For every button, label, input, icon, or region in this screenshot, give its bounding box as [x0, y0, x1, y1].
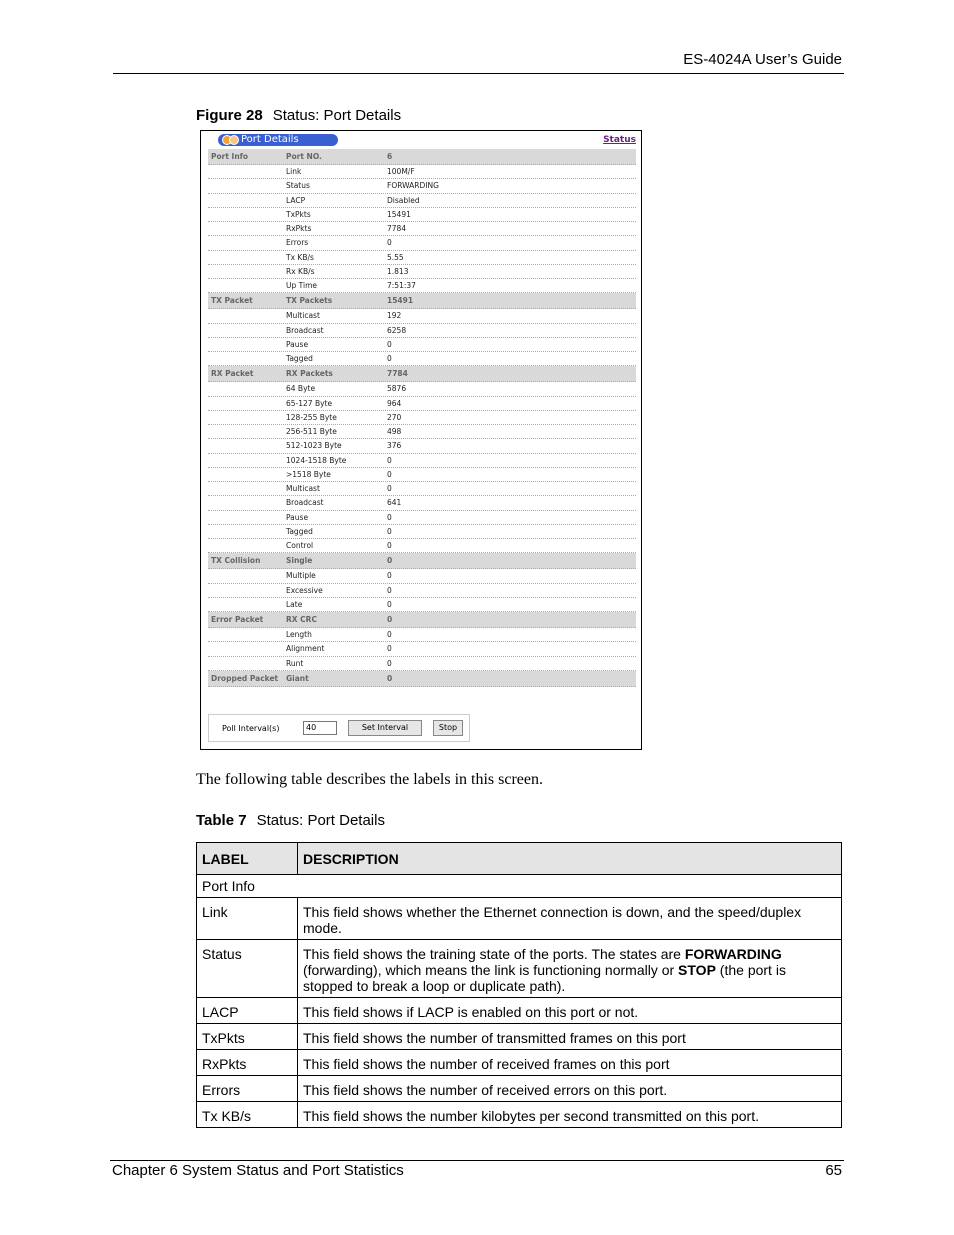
stat-label: Rx KB/s — [286, 266, 315, 276]
stat-label: Giant — [286, 673, 309, 683]
stat-label: Errors — [286, 238, 309, 248]
stop-button[interactable]: Stop — [433, 720, 463, 736]
stat-value: 1.813 — [387, 266, 409, 276]
stat-label: Alignment — [286, 644, 325, 654]
figure-caption — [196, 107, 401, 124]
stat-label: Multicast — [286, 484, 320, 493]
stat-row — [208, 279, 636, 293]
table-caption — [196, 812, 385, 829]
stat-row — [208, 671, 636, 687]
stat-row — [208, 293, 636, 309]
row-description: This field shows if LACP is enabled on this port or not. — [298, 998, 842, 1024]
stat-label: 1024-1518 Byte — [286, 455, 347, 465]
stat-value: 15491 — [387, 296, 414, 306]
poll-interval-panel — [208, 714, 470, 742]
stat-value: Disabled — [387, 195, 420, 205]
stat-value: 0 — [387, 469, 392, 479]
stat-row — [208, 165, 636, 179]
stat-group-label: Error Packet — [211, 615, 264, 624]
stat-row — [208, 482, 636, 496]
stat-value: 0 — [387, 512, 392, 522]
stat-group-label: Port Info — [211, 152, 249, 161]
stat-value: 270 — [387, 412, 402, 422]
stat-value: 376 — [387, 441, 402, 451]
stat-value: 0 — [387, 644, 392, 654]
stat-value: 6258 — [387, 325, 407, 335]
stat-row — [208, 454, 636, 468]
stat-row — [208, 265, 636, 279]
stat-label: RX CRC — [286, 615, 317, 624]
table-row — [197, 1076, 842, 1102]
stat-label: Late — [286, 599, 303, 609]
poll-interval-label: Poll Interval(s) — [222, 724, 280, 733]
stat-label: >1518 Byte — [286, 469, 331, 479]
stat-row — [208, 496, 636, 510]
footer-rule — [110, 1160, 844, 1161]
stat-row — [208, 525, 636, 539]
stat-value: 0 — [387, 571, 392, 581]
stat-value: 15491 — [387, 209, 411, 219]
stat-label: 256-511 Byte — [286, 427, 337, 436]
stat-row — [208, 236, 636, 250]
stat-label: Up Time — [286, 281, 317, 290]
stat-label: Single — [286, 556, 313, 566]
stat-row — [208, 598, 636, 612]
stat-label: 65-127 Byte — [286, 398, 333, 408]
stat-label: Tx KB/s — [286, 252, 314, 262]
table-header-row — [197, 843, 842, 875]
figure-label: Figure 28 — [196, 107, 263, 124]
stat-value: FORWARDING — [387, 181, 439, 191]
table-row — [197, 998, 842, 1024]
row-description: This field shows the number kilobytes per second transmitted on this port. — [298, 1102, 842, 1128]
stat-row — [208, 539, 636, 553]
footer-chapter: Chapter 6 System Status and Port Statistics — [112, 1162, 404, 1179]
stat-label: 128-255 Byte — [286, 412, 337, 422]
stat-row — [208, 208, 636, 222]
stat-label: TxPkts — [286, 209, 311, 219]
stat-value: 0 — [387, 526, 392, 536]
stat-group-label: TX Collision — [211, 556, 261, 566]
stat-row — [208, 569, 636, 583]
stat-row — [208, 324, 636, 338]
table-title: Status: Port Details — [256, 812, 385, 829]
section-port-info: Port Info — [197, 875, 842, 898]
stat-value: 0 — [387, 339, 392, 349]
stat-row — [208, 468, 636, 482]
stat-group-label: RX Packet — [211, 369, 254, 379]
stat-value: 100M/F — [387, 167, 415, 176]
stat-label: Multicast — [286, 311, 320, 321]
stat-row — [208, 352, 636, 366]
row-label: TxPkts — [197, 1024, 298, 1050]
row-label: LACP — [197, 998, 298, 1024]
stat-row — [208, 382, 636, 396]
stat-row — [208, 642, 636, 656]
stat-row — [208, 584, 636, 598]
figure-title: Status: Port Details — [272, 107, 402, 124]
label-column-header: LABEL — [197, 843, 298, 875]
stat-label: Broadcast — [286, 498, 324, 508]
stat-row — [208, 612, 636, 628]
status-desc-part: (the port is stopped to break a loop or duplicate path). — [303, 962, 786, 994]
stat-value: 192 — [387, 311, 402, 321]
row-description — [298, 940, 842, 998]
stat-label: Multiple — [286, 571, 316, 581]
stat-label: RX Packets — [286, 369, 333, 379]
screen-title-bar — [218, 134, 338, 146]
row-label: RxPkts — [197, 1050, 298, 1076]
status-stop-term: STOP — [678, 962, 716, 978]
stat-row — [208, 309, 636, 323]
stat-label: Length — [286, 630, 312, 639]
status-desc-part: This field shows the training state of the ports. The states are — [303, 946, 685, 962]
stat-row — [208, 149, 636, 165]
stat-value: 0 — [387, 585, 392, 595]
screen-title: Port Details — [241, 134, 299, 145]
stat-label: Link — [286, 167, 302, 176]
stat-value: 0 — [387, 354, 392, 363]
table-section-row — [197, 875, 842, 898]
stat-row — [208, 628, 636, 642]
stat-value: 5.55 — [387, 252, 404, 262]
row-label: Errors — [197, 1076, 298, 1102]
stat-value: 0 — [387, 599, 392, 609]
orb-icon-secondary — [229, 135, 239, 145]
description-column-header: DESCRIPTION — [298, 843, 842, 875]
stat-label: Runt — [286, 658, 304, 668]
stat-row — [208, 338, 636, 352]
stat-label: Tagged — [286, 354, 313, 363]
poll-interval-input[interactable]: 40 — [303, 721, 337, 735]
intro-paragraph: The following table describes the labels in this screen. — [196, 771, 544, 788]
row-label: Status — [197, 940, 298, 998]
stat-row — [208, 222, 636, 236]
description-table — [196, 842, 842, 1128]
stat-value: 7784 — [387, 369, 408, 379]
footer-page-number: 65 — [825, 1162, 842, 1179]
table-row — [197, 1024, 842, 1050]
stat-row — [208, 657, 636, 671]
stat-label: 512-1023 Byte — [286, 441, 342, 451]
row-description: This field shows the number of received errors on this port. — [298, 1076, 842, 1102]
stat-row — [208, 411, 636, 425]
header-rule — [113, 73, 844, 74]
row-label: Link — [197, 898, 298, 940]
stat-row — [208, 251, 636, 265]
stat-row — [208, 553, 636, 569]
status-link[interactable]: Status — [603, 135, 636, 145]
port-details-grid — [208, 149, 636, 687]
stat-row — [208, 179, 636, 193]
stat-value: 7784 — [387, 224, 407, 233]
stat-value: 5876 — [387, 384, 407, 394]
stat-group-label: Dropped Packet — [211, 673, 279, 683]
stat-label: TX Packets — [286, 296, 333, 306]
stat-group-label: TX Packet — [211, 296, 253, 306]
table-row — [197, 1050, 842, 1076]
stat-row — [208, 511, 636, 525]
stat-value: 6 — [387, 152, 393, 161]
stat-row — [208, 439, 636, 453]
stat-value: 964 — [387, 398, 402, 408]
stat-label: Pause — [286, 512, 309, 522]
row-description: This field shows the number of received frames on this port — [298, 1050, 842, 1076]
stat-value: 7:51:37 — [387, 281, 416, 290]
guide-title: ES-4024A User’s Guide — [683, 51, 842, 68]
stat-value: 0 — [387, 484, 392, 493]
table-row — [197, 898, 842, 940]
stat-row — [208, 194, 636, 208]
stat-row — [208, 425, 636, 439]
stat-value: 0 — [387, 556, 393, 566]
stat-label: Port NO. — [286, 152, 322, 161]
stat-label: RxPkts — [286, 224, 312, 233]
status-desc-part: (forwarding), which means the link is functioning normally or — [303, 962, 679, 978]
row-label: Tx KB/s — [197, 1102, 298, 1128]
stat-label: Excessive — [286, 585, 323, 595]
stat-value: 0 — [387, 455, 392, 465]
stat-label: LACP — [286, 195, 306, 205]
set-interval-button[interactable]: Set Interval — [348, 720, 422, 736]
stat-label: Broadcast — [286, 325, 324, 335]
stat-label: Tagged — [286, 526, 313, 536]
stat-value: 0 — [387, 630, 392, 639]
stat-row — [208, 366, 636, 382]
stat-value: 641 — [387, 498, 402, 508]
stat-value: 498 — [387, 427, 402, 436]
stat-value: 0 — [387, 615, 393, 624]
stat-value: 0 — [387, 658, 392, 668]
table-row — [197, 1102, 842, 1128]
row-description: This field shows the number of transmitted frames on this port — [298, 1024, 842, 1050]
table-label: Table 7 — [196, 812, 247, 829]
stat-label: Control — [286, 541, 314, 550]
stat-value: 0 — [387, 238, 392, 248]
stat-label: Pause — [286, 339, 309, 349]
stat-value: 0 — [387, 673, 393, 683]
row-description: This field shows whether the Ethernet connection is down, and the speed/duplex mode. — [298, 898, 842, 940]
port-details-screenshot — [200, 130, 642, 750]
stat-row — [208, 397, 636, 411]
table-row — [197, 940, 842, 998]
stat-value: 0 — [387, 541, 392, 550]
status-forwarding-term: FORWARDING — [684, 946, 782, 962]
stat-label: 64 Byte — [286, 384, 316, 394]
stat-label: Status — [286, 181, 310, 191]
